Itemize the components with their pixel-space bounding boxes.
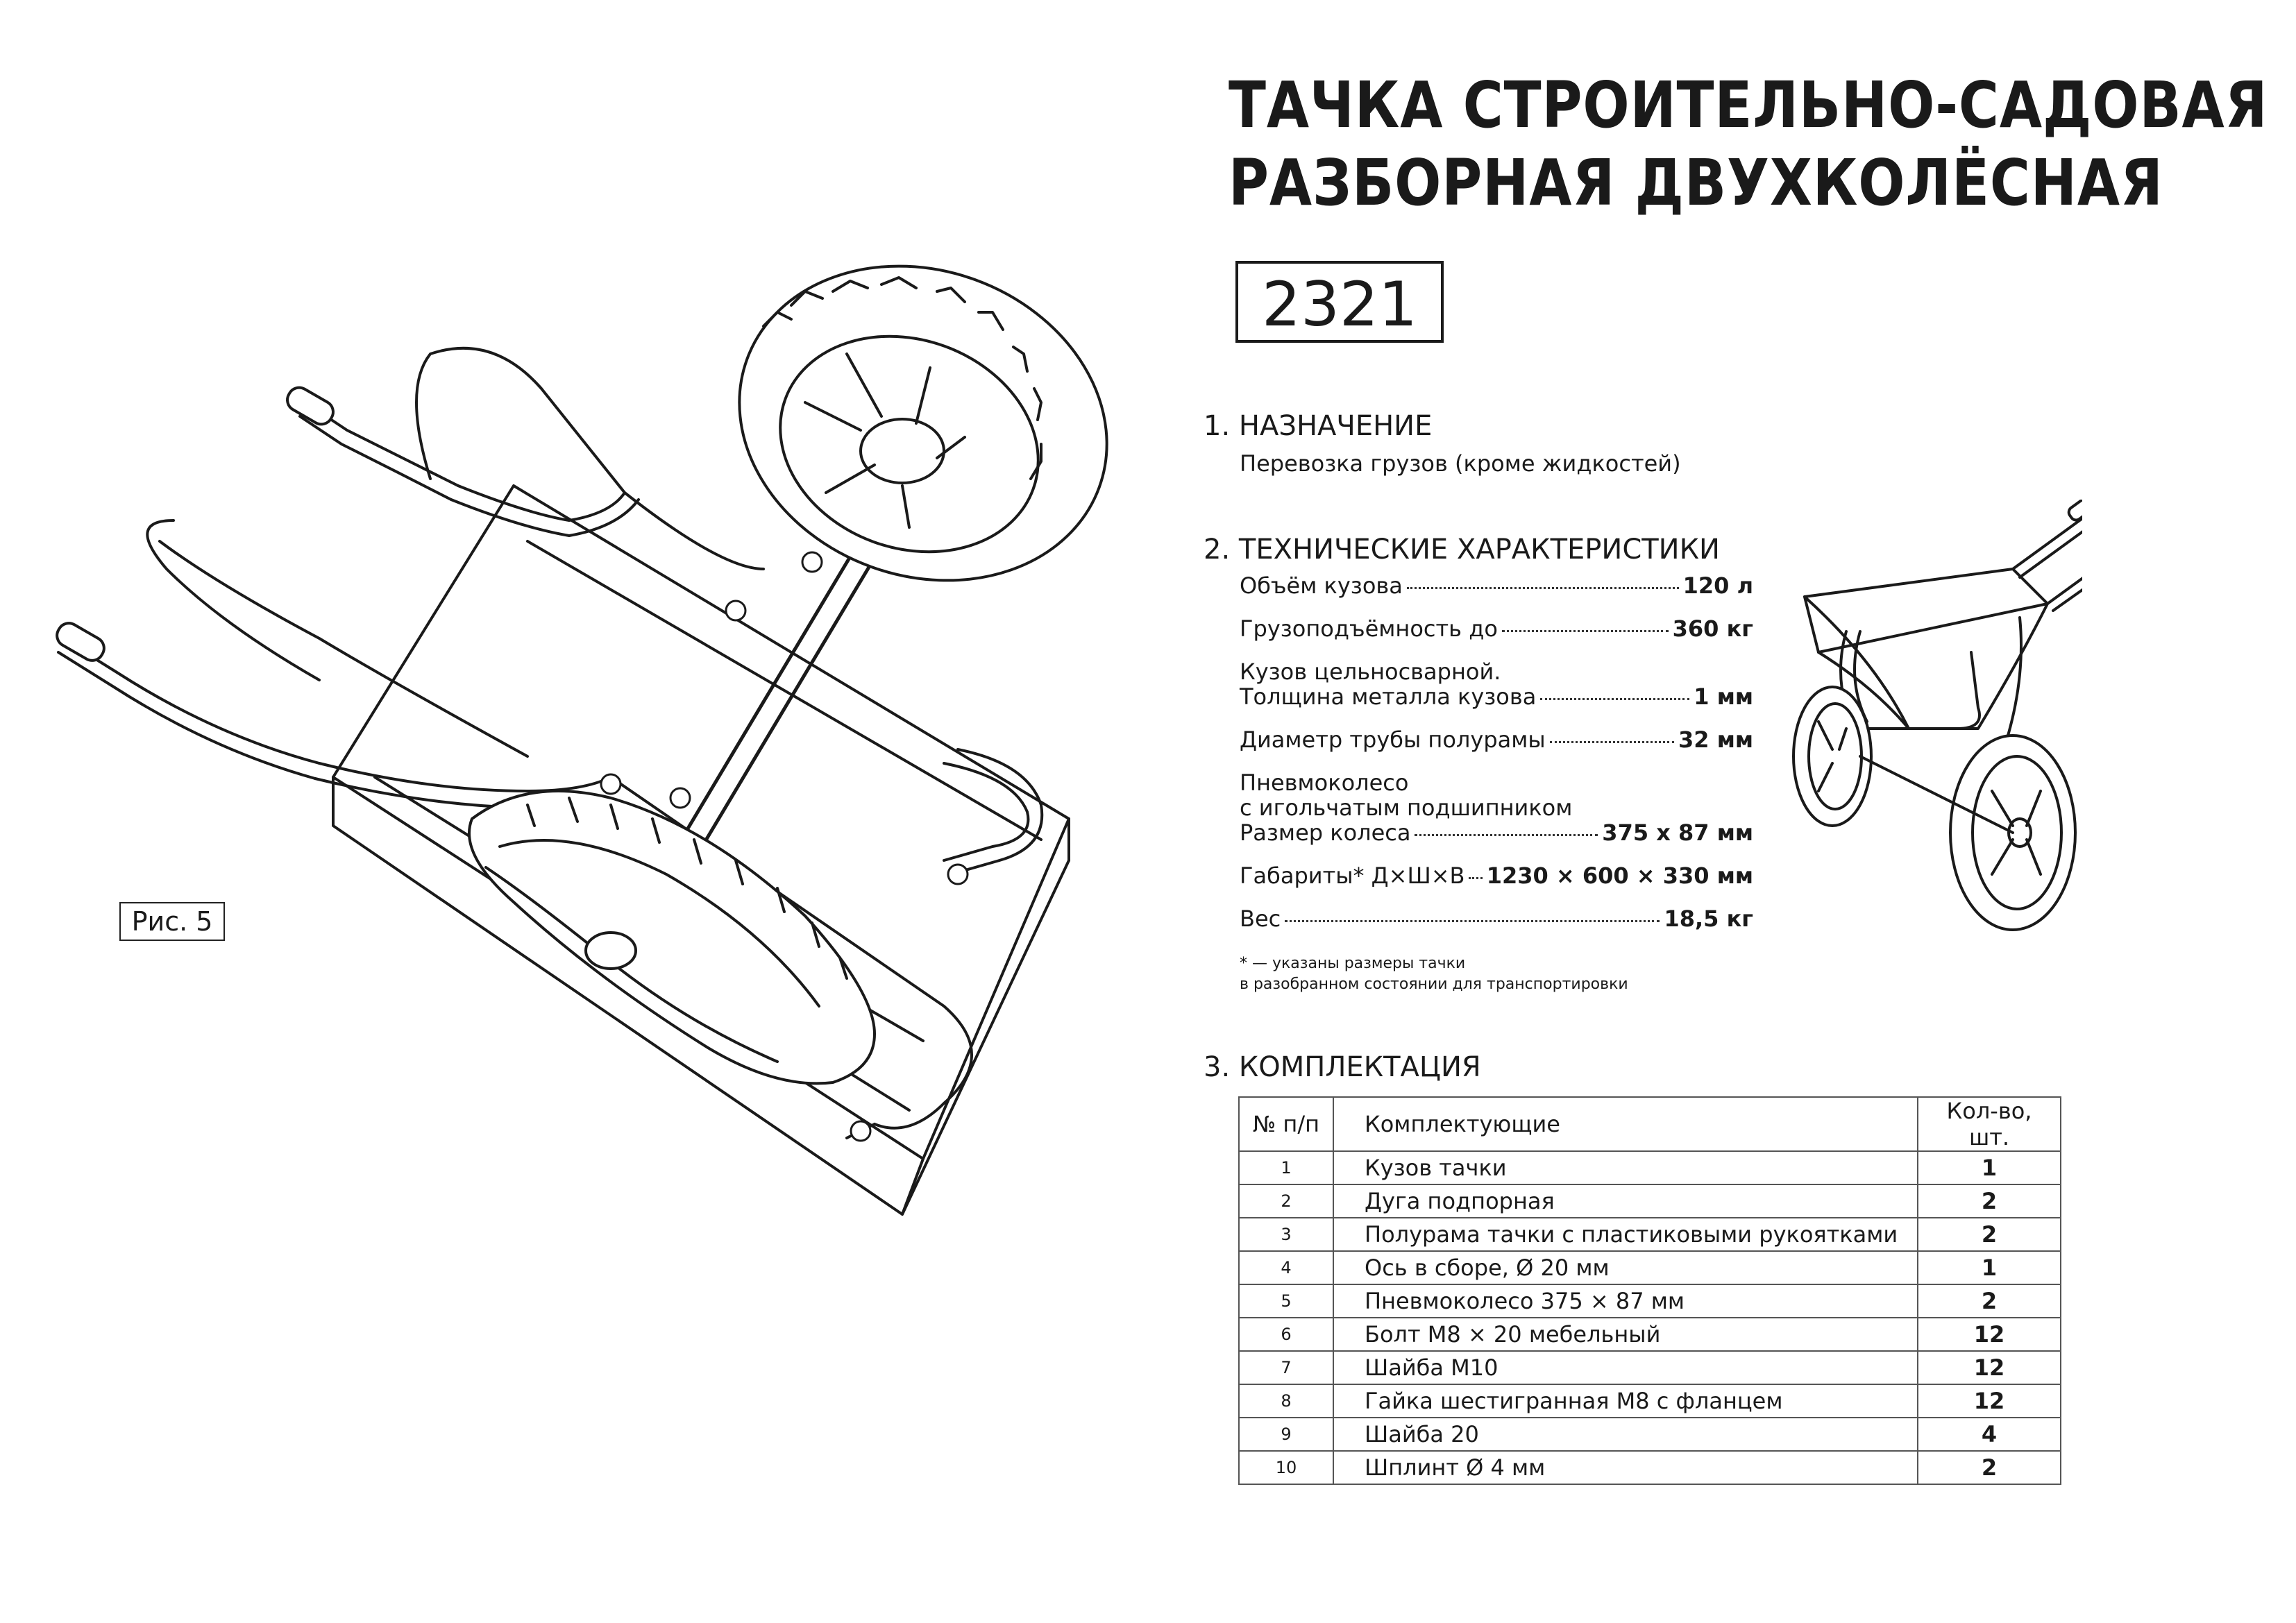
leader-dots bbox=[1285, 920, 1660, 922]
part-name: Болт М8 × 20 мебельный bbox=[1333, 1318, 1918, 1351]
parts-table bbox=[1238, 1096, 2061, 1485]
wheelbarrow-assembly-drawing bbox=[42, 250, 1152, 1221]
wheel-upper-drawing bbox=[695, 250, 1151, 631]
spec-label: Вес bbox=[1240, 906, 1281, 932]
spec-value: 18,5 кг bbox=[1664, 906, 1753, 932]
table-row bbox=[1239, 1451, 2061, 1484]
part-name: Шайба М10 bbox=[1333, 1351, 1918, 1384]
row-number: 8 bbox=[1239, 1384, 1333, 1418]
title-line-1: ТАЧКА СТРОИТЕЛЬНО-САДОВАЯ bbox=[1229, 68, 2268, 142]
section-heading-specs: 2. ТЕХНИЧЕСКИЕ ХАРАКТЕРИСТИКИ bbox=[1204, 534, 1720, 566]
table-row bbox=[1239, 1184, 2061, 1218]
title-line-2: РАЗБОРНАЯ ДВУХКОЛЁСНАЯ bbox=[1229, 146, 2163, 220]
spec-prefix-line: с игольчатым подшипником bbox=[1240, 794, 1573, 821]
spec-value: 375 x 87 мм bbox=[1602, 819, 1753, 846]
row-number: 10 bbox=[1239, 1451, 1333, 1484]
part-qty: 1 bbox=[1918, 1251, 2061, 1284]
spec-item bbox=[1240, 727, 1753, 752]
row-number: 9 bbox=[1239, 1418, 1333, 1451]
part-qty: 2 bbox=[1918, 1184, 2061, 1218]
column-header-qty: Кол-во, шт. bbox=[1918, 1097, 2061, 1151]
footnote-line: в разобранном состоянии для транспортировки bbox=[1240, 976, 1628, 993]
spec-label: Грузоподъёмность до bbox=[1240, 615, 1498, 642]
spec-item bbox=[1240, 906, 1753, 931]
spec-label: Диаметр трубы полурамы bbox=[1240, 726, 1546, 753]
part-name: Шайба 20 bbox=[1333, 1418, 1918, 1451]
part-qty: 12 bbox=[1918, 1351, 2061, 1384]
table-row bbox=[1239, 1151, 2061, 1184]
leader-dots bbox=[1469, 877, 1482, 879]
part-qty: 2 bbox=[1918, 1284, 2061, 1318]
part-name: Полурама тачки с пластиковыми рукоятками bbox=[1333, 1218, 1918, 1251]
spec-item bbox=[1240, 659, 1753, 709]
part-qty: 12 bbox=[1918, 1384, 2061, 1418]
row-number: 3 bbox=[1239, 1218, 1333, 1251]
section-heading-purpose: 1. НАЗНАЧЕНИЕ bbox=[1204, 410, 1433, 442]
spec-item bbox=[1240, 616, 1753, 641]
table-row bbox=[1239, 1218, 2061, 1251]
spec-value: 120 л bbox=[1682, 572, 1753, 599]
spec-label: Размер колеса bbox=[1240, 819, 1411, 846]
spec-item bbox=[1240, 573, 1753, 598]
model-number-box: 2321 bbox=[1235, 261, 1444, 343]
spec-item bbox=[1240, 863, 1753, 888]
spec-label: Объём кузова bbox=[1240, 572, 1403, 599]
leader-dots bbox=[1502, 630, 1669, 632]
purpose-text: Перевозка грузов (кроме жидкостей) bbox=[1240, 450, 1681, 477]
leader-dots bbox=[1415, 834, 1598, 836]
table-row bbox=[1239, 1284, 2061, 1318]
spec-prefix-line: Пневмоколесо bbox=[1240, 770, 1409, 796]
part-qty: 2 bbox=[1918, 1451, 2061, 1484]
spec-value: 32 мм bbox=[1678, 726, 1753, 753]
part-qty: 12 bbox=[1918, 1318, 2061, 1351]
table-row bbox=[1239, 1318, 2061, 1351]
spec-item bbox=[1240, 770, 1753, 845]
page-title bbox=[1229, 67, 2268, 222]
column-header-part: Комплектующие bbox=[1333, 1097, 1918, 1151]
part-name: Ось в сборе, Ø 20 мм bbox=[1333, 1251, 1918, 1284]
part-qty: 4 bbox=[1918, 1418, 2061, 1451]
spec-value: 1 мм bbox=[1694, 683, 1753, 710]
part-qty: 1 bbox=[1918, 1151, 2061, 1184]
figure-caption: Рис. 5 bbox=[119, 902, 225, 941]
column-header-number: № п/п bbox=[1239, 1097, 1333, 1151]
row-number: 2 bbox=[1239, 1184, 1333, 1218]
row-number: 1 bbox=[1239, 1151, 1333, 1184]
row-number: 4 bbox=[1239, 1251, 1333, 1284]
spec-prefix-line: Кузов цельносварной. bbox=[1240, 658, 1501, 685]
row-number: 5 bbox=[1239, 1284, 1333, 1318]
footnote-line: * — указаны размеры тачки bbox=[1240, 955, 1466, 972]
table-header-row bbox=[1239, 1097, 2061, 1151]
table-row bbox=[1239, 1384, 2061, 1418]
leader-dots bbox=[1407, 587, 1679, 589]
section-heading-contents: 3. КОМПЛЕКТАЦИЯ bbox=[1204, 1051, 1481, 1083]
spec-value: 360 кг bbox=[1672, 615, 1753, 642]
wheelbarrow-assembled-drawing bbox=[1791, 500, 2082, 944]
table-row bbox=[1239, 1418, 2061, 1451]
leader-dots bbox=[1550, 741, 1674, 743]
row-number: 6 bbox=[1239, 1318, 1333, 1351]
part-name: Кузов тачки bbox=[1333, 1151, 1918, 1184]
table-row bbox=[1239, 1351, 2061, 1384]
part-name: Пневмоколесо 375 × 87 мм bbox=[1333, 1284, 1918, 1318]
row-number: 7 bbox=[1239, 1351, 1333, 1384]
spec-value: 1230 × 600 × 330 мм bbox=[1486, 863, 1753, 889]
part-qty: 2 bbox=[1918, 1218, 2061, 1251]
part-name: Гайка шестигранная М8 с фланцем bbox=[1333, 1384, 1918, 1418]
leader-dots bbox=[1540, 698, 1689, 700]
spec-label: Габариты* Д×Ш×В bbox=[1240, 863, 1465, 889]
spec-list bbox=[1240, 573, 1753, 949]
table-row bbox=[1239, 1251, 2061, 1284]
part-name: Шплинт Ø 4 мм bbox=[1333, 1451, 1918, 1484]
footnote bbox=[1240, 953, 1628, 995]
part-name: Дуга подпорная bbox=[1333, 1184, 1918, 1218]
spec-label: Толщина металла кузова bbox=[1240, 683, 1537, 710]
